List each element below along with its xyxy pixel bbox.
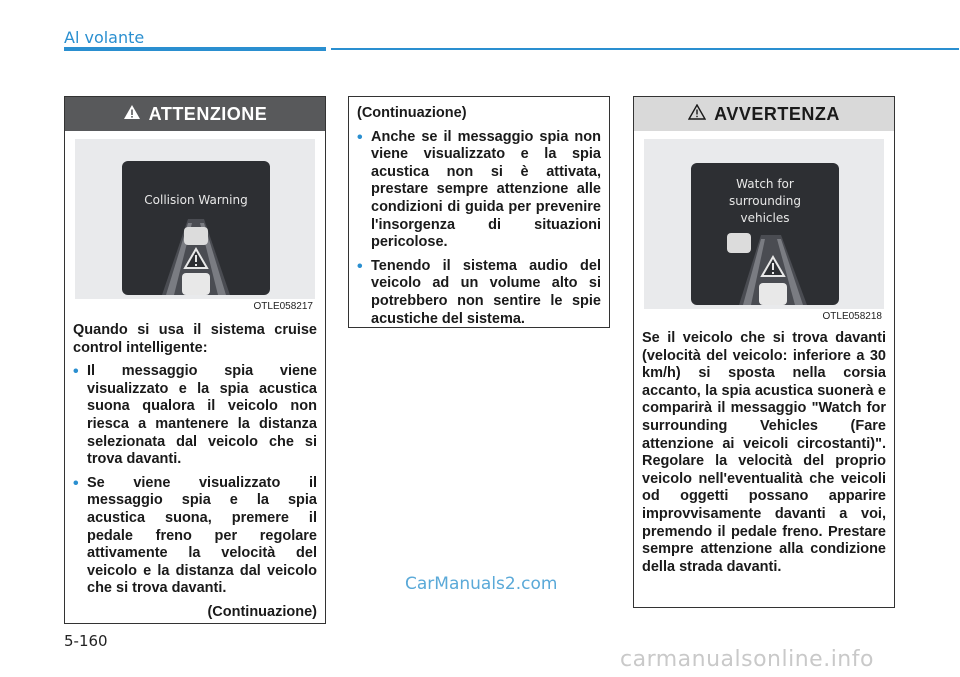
collision-warning-figure	[75, 139, 315, 299]
caution-title: ATTENZIONE	[148, 103, 268, 124]
road-lanes-illustration	[691, 163, 839, 305]
continued-label: (Continuazione)	[357, 105, 467, 121]
continuation-label: (Continuazione)	[207, 603, 317, 620]
figure-code: OTLE058217	[253, 301, 313, 312]
list-item: • Tenendo il sistema audio del veicolo ad un volume alto si potrebbero non sentire le spie acustiche del sistema.	[357, 258, 601, 328]
caution-bullets	[73, 363, 317, 598]
surrounding-vehicles-figure	[644, 139, 884, 309]
list-item: • Se viene visualizzato il messaggio spia e la spia acustica suona, premere il pedale freno per regolare attivamente la velocità del veicolo e la distanza dal veicolo che si trova davanti.	[73, 475, 317, 598]
watermark: CarManuals2.com	[405, 574, 558, 594]
caution-header	[65, 97, 325, 131]
screen-line: Watch for	[736, 177, 794, 191]
header-rule-thick	[64, 47, 326, 51]
screen-line: vehicles	[740, 211, 790, 225]
caution-intro: Quando si usa il sistema cruise control intelligente:	[73, 322, 317, 356]
road-lanes-illustration	[122, 161, 270, 295]
screen-label: Collision Warning	[144, 193, 248, 207]
warning-header	[634, 97, 894, 131]
continuation-bullets	[357, 129, 601, 329]
page-number: 5-160	[64, 632, 108, 650]
warning-icon	[123, 104, 141, 125]
cluster-display	[122, 161, 270, 295]
header-rule-thin	[331, 48, 959, 50]
screen-line: surrounding	[729, 194, 801, 208]
continuation-text	[349, 105, 609, 328]
warning-icon	[688, 104, 706, 125]
warning-text	[634, 330, 894, 576]
caution-text	[65, 322, 325, 622]
cluster-display	[691, 163, 839, 305]
continuation-box	[348, 96, 610, 328]
caution-box	[64, 96, 326, 624]
warning-paragraph: Se il veicolo che si trova davanti (velocità del veicolo: inferiore a 30 km/h) si sposta nella corsia accanto, la spia acustica suonerà e comparirà il messaggio "Watch for surrounding Vehicles (Fare attenzione ai veicoli circostanti)". Regolare la velocità del proprio veicolo nell'eventualità che veicoli od oggetti possano apparire improvvisamente davanti a voi, premendo il pedale freno. Prestare sempre attenzione alla condizione della strada davanti.	[642, 330, 886, 575]
warning-box	[633, 96, 895, 608]
list-item: • Anche se il messaggio spia non viene visualizzato e la spia acustica non si è attivata, prestare sempre attenzione alle condizioni di guida per prevenire l'insorgenza di situazioni pericolose.	[357, 129, 601, 252]
figure-code: OTLE058218	[822, 311, 882, 322]
section-title: Al volante	[64, 28, 145, 47]
warning-title: AVVERTENZA	[714, 103, 840, 124]
list-item: • Il messaggio spia viene visualizzato e la spia acustica suona qualora il veicolo non riesca a mantenere la distanza selezionata dal veicolo che si trova davanti.	[73, 363, 317, 469]
site-mark: carmanualsonline.info	[620, 647, 874, 672]
